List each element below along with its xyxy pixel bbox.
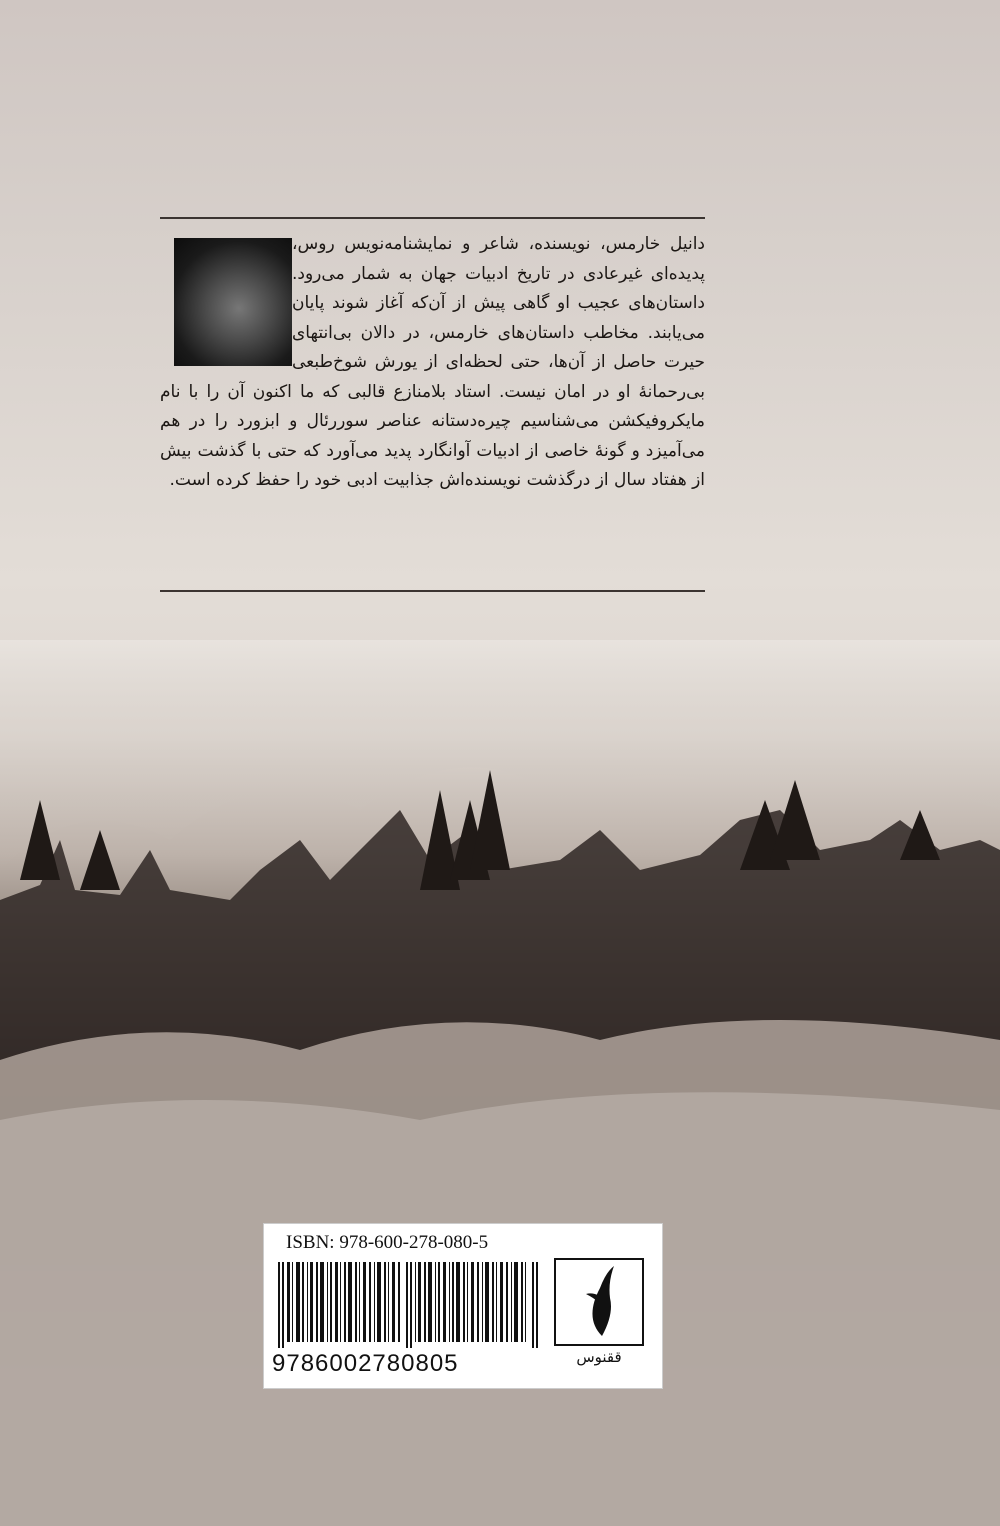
publisher-logo-text: ققنوس: [576, 1348, 622, 1366]
barcode-bars: [278, 1262, 542, 1348]
barcode-panel: [263, 1223, 663, 1389]
barcode-digits: 9786002780805: [272, 1350, 459, 1377]
top-divider: [160, 217, 705, 219]
blurb-text: دانیل خارمس، نویسنده، شاعر و نمایشنامه‌نویس روس، پدیده‌ای غیرعادی در تاریخ ادبیات جهان به شمار می‌رود. داستان‌های عجیب او گاهی پیش از آن‌که آغاز شوند پایان می‌یابند. مخاطب داستان‌های خارمس، در دالان بی‌انتهای حیرت حاصل از آن‌ها، حتی لحظه‌ای از یورش شوخ‌طبعی بی‌رحمانهٔ او در امان نیست. استاد بلامنازع قالبی که ما اکنون آن را با نام مایکروفیکشن می‌شناسیم چیره‌دستانه عناصر سوررئال و ابزورد را در هم می‌آمیزد و گونهٔ خاصی از ادبیات آوانگارد پدید می‌آورد که حتی با گذشت بیش از هفتاد سال از درگذشت نویسنده‌اش جذابیت ادبی خود را حفظ کرده است.: [160, 234, 705, 490]
publisher-logo: [554, 1258, 644, 1368]
isbn-label: ISBN: 978-600-278-080-5: [286, 1232, 489, 1253]
bottom-divider: [160, 590, 705, 592]
misty-forest-illustration: [0, 640, 1000, 1526]
author-blurb: [160, 230, 705, 496]
author-portrait: [174, 238, 292, 366]
